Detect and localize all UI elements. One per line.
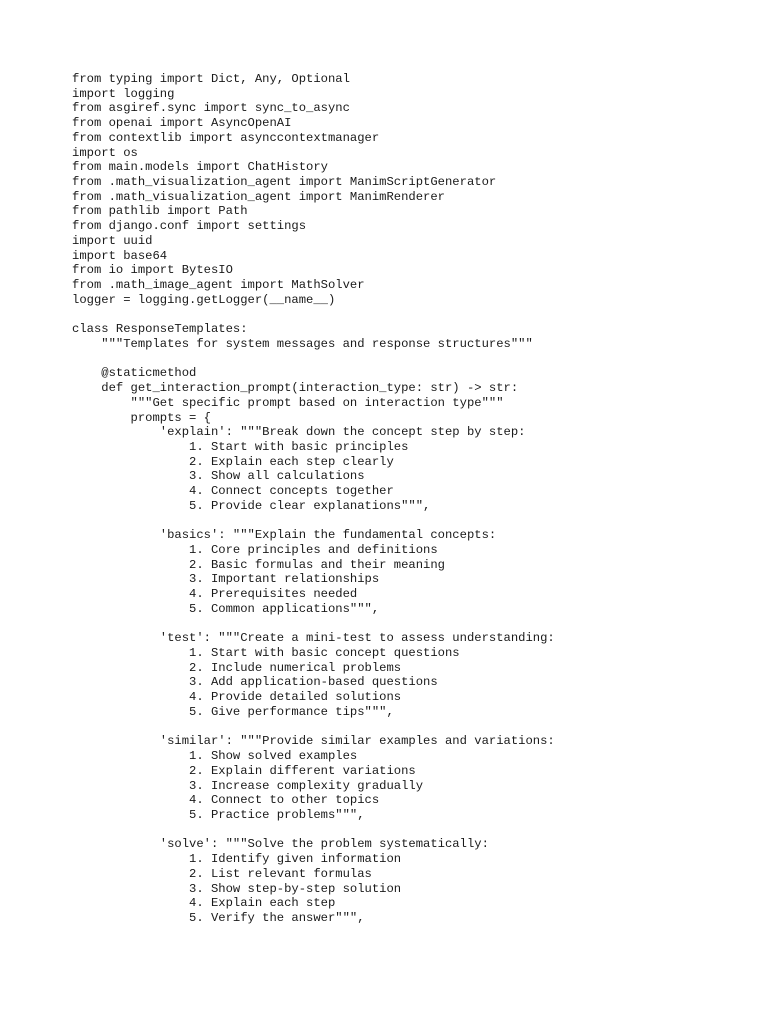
- code-line: 2. Basic formulas and their meaning: [72, 557, 445, 572]
- code-line: logger = logging.getLogger(__name__): [72, 292, 336, 307]
- code-listing: [72, 72, 555, 926]
- code-line: 'solve': """Solve the problem systematically:: [72, 837, 489, 852]
- code-line: 5. Common applications""",: [72, 601, 380, 616]
- code-line: [72, 352, 555, 367]
- code-line: 3. Important relationships: [72, 572, 380, 587]
- code-line: 4. Connect to other topics: [72, 793, 380, 808]
- code-line: import logging: [72, 86, 175, 101]
- code-line: 5. Provide clear explanations""",: [72, 498, 431, 513]
- code-line: 3. Show step-by-step solution: [72, 881, 402, 896]
- code-line: [72, 823, 555, 838]
- code-line: import uuid: [72, 233, 153, 248]
- code-line: 'similar': """Provide similar examples and variations:: [72, 734, 555, 749]
- code-line: 2. Explain each step clearly: [72, 454, 394, 469]
- code-line: from .math_image_agent import MathSolver: [72, 278, 365, 293]
- code-line: from .math_visualization_agent import ManimScriptGenerator: [72, 175, 497, 190]
- code-line: from contextlib import asynccontextmanager: [72, 130, 380, 145]
- code-line: from pathlib import Path: [72, 204, 248, 219]
- code-line: from asgiref.sync import sync_to_async: [72, 101, 350, 116]
- code-line: from io import BytesIO: [72, 263, 233, 278]
- code-line: """Templates for system messages and response structures""": [72, 336, 533, 351]
- code-line: import base64: [72, 248, 168, 263]
- code-line: prompts = {: [72, 410, 211, 425]
- code-line: 1. Start with basic concept questions: [72, 646, 460, 661]
- code-line: """Get specific prompt based on interaction type""": [72, 395, 504, 410]
- code-line: [72, 514, 555, 529]
- code-line: 'explain': """Break down the concept step by step:: [72, 425, 526, 440]
- code-line: 1. Show solved examples: [72, 749, 358, 764]
- code-line: from .math_visualization_agent import ManimRenderer: [72, 189, 445, 204]
- code-line: @staticmethod: [72, 366, 197, 381]
- code-line: 4. Provide detailed solutions: [72, 690, 402, 705]
- code-line: 'test': """Create a mini-test to assess understanding:: [72, 631, 555, 646]
- code-line: 1. Start with basic principles: [72, 439, 409, 454]
- code-line: from django.conf import settings: [72, 219, 307, 234]
- code-line: 1. Core principles and definitions: [72, 543, 438, 557]
- code-line: 4. Connect concepts together: [72, 484, 394, 499]
- code-line: 2. Explain different variations: [72, 763, 416, 778]
- code-line: from openai import AsyncOpenAI: [72, 116, 292, 131]
- code-line: 4. Explain each step: [72, 896, 336, 911]
- code-line: 3. Add application-based questions: [72, 675, 438, 690]
- code-line: [72, 308, 555, 323]
- code-line: 'basics': """Explain the fundamental concepts:: [72, 528, 497, 543]
- code-line: 5. Verify the answer""",: [72, 910, 365, 925]
- code-line: 2. List relevant formulas: [72, 866, 372, 881]
- code-line: 2. Include numerical problems: [72, 660, 402, 675]
- code-line: from typing import Dict, Any, Optional: [72, 72, 350, 86]
- code-line: from main.models import ChatHistory: [72, 160, 328, 175]
- code-line: 3. Show all calculations: [72, 469, 365, 484]
- code-line: class ResponseTemplates:: [72, 322, 248, 337]
- code-line: 4. Prerequisites needed: [72, 587, 358, 602]
- code-line: 5. Practice problems""",: [72, 807, 365, 822]
- code-line: 3. Increase complexity gradually: [72, 778, 424, 793]
- code-line: 1. Identify given information: [72, 852, 402, 867]
- code-line: [72, 720, 555, 735]
- code-line: [72, 617, 555, 632]
- code-line: def get_interaction_prompt(interaction_type: str) -> str:: [72, 381, 519, 396]
- code-line: 5. Give performance tips""",: [72, 704, 394, 719]
- code-line: import os: [72, 145, 138, 160]
